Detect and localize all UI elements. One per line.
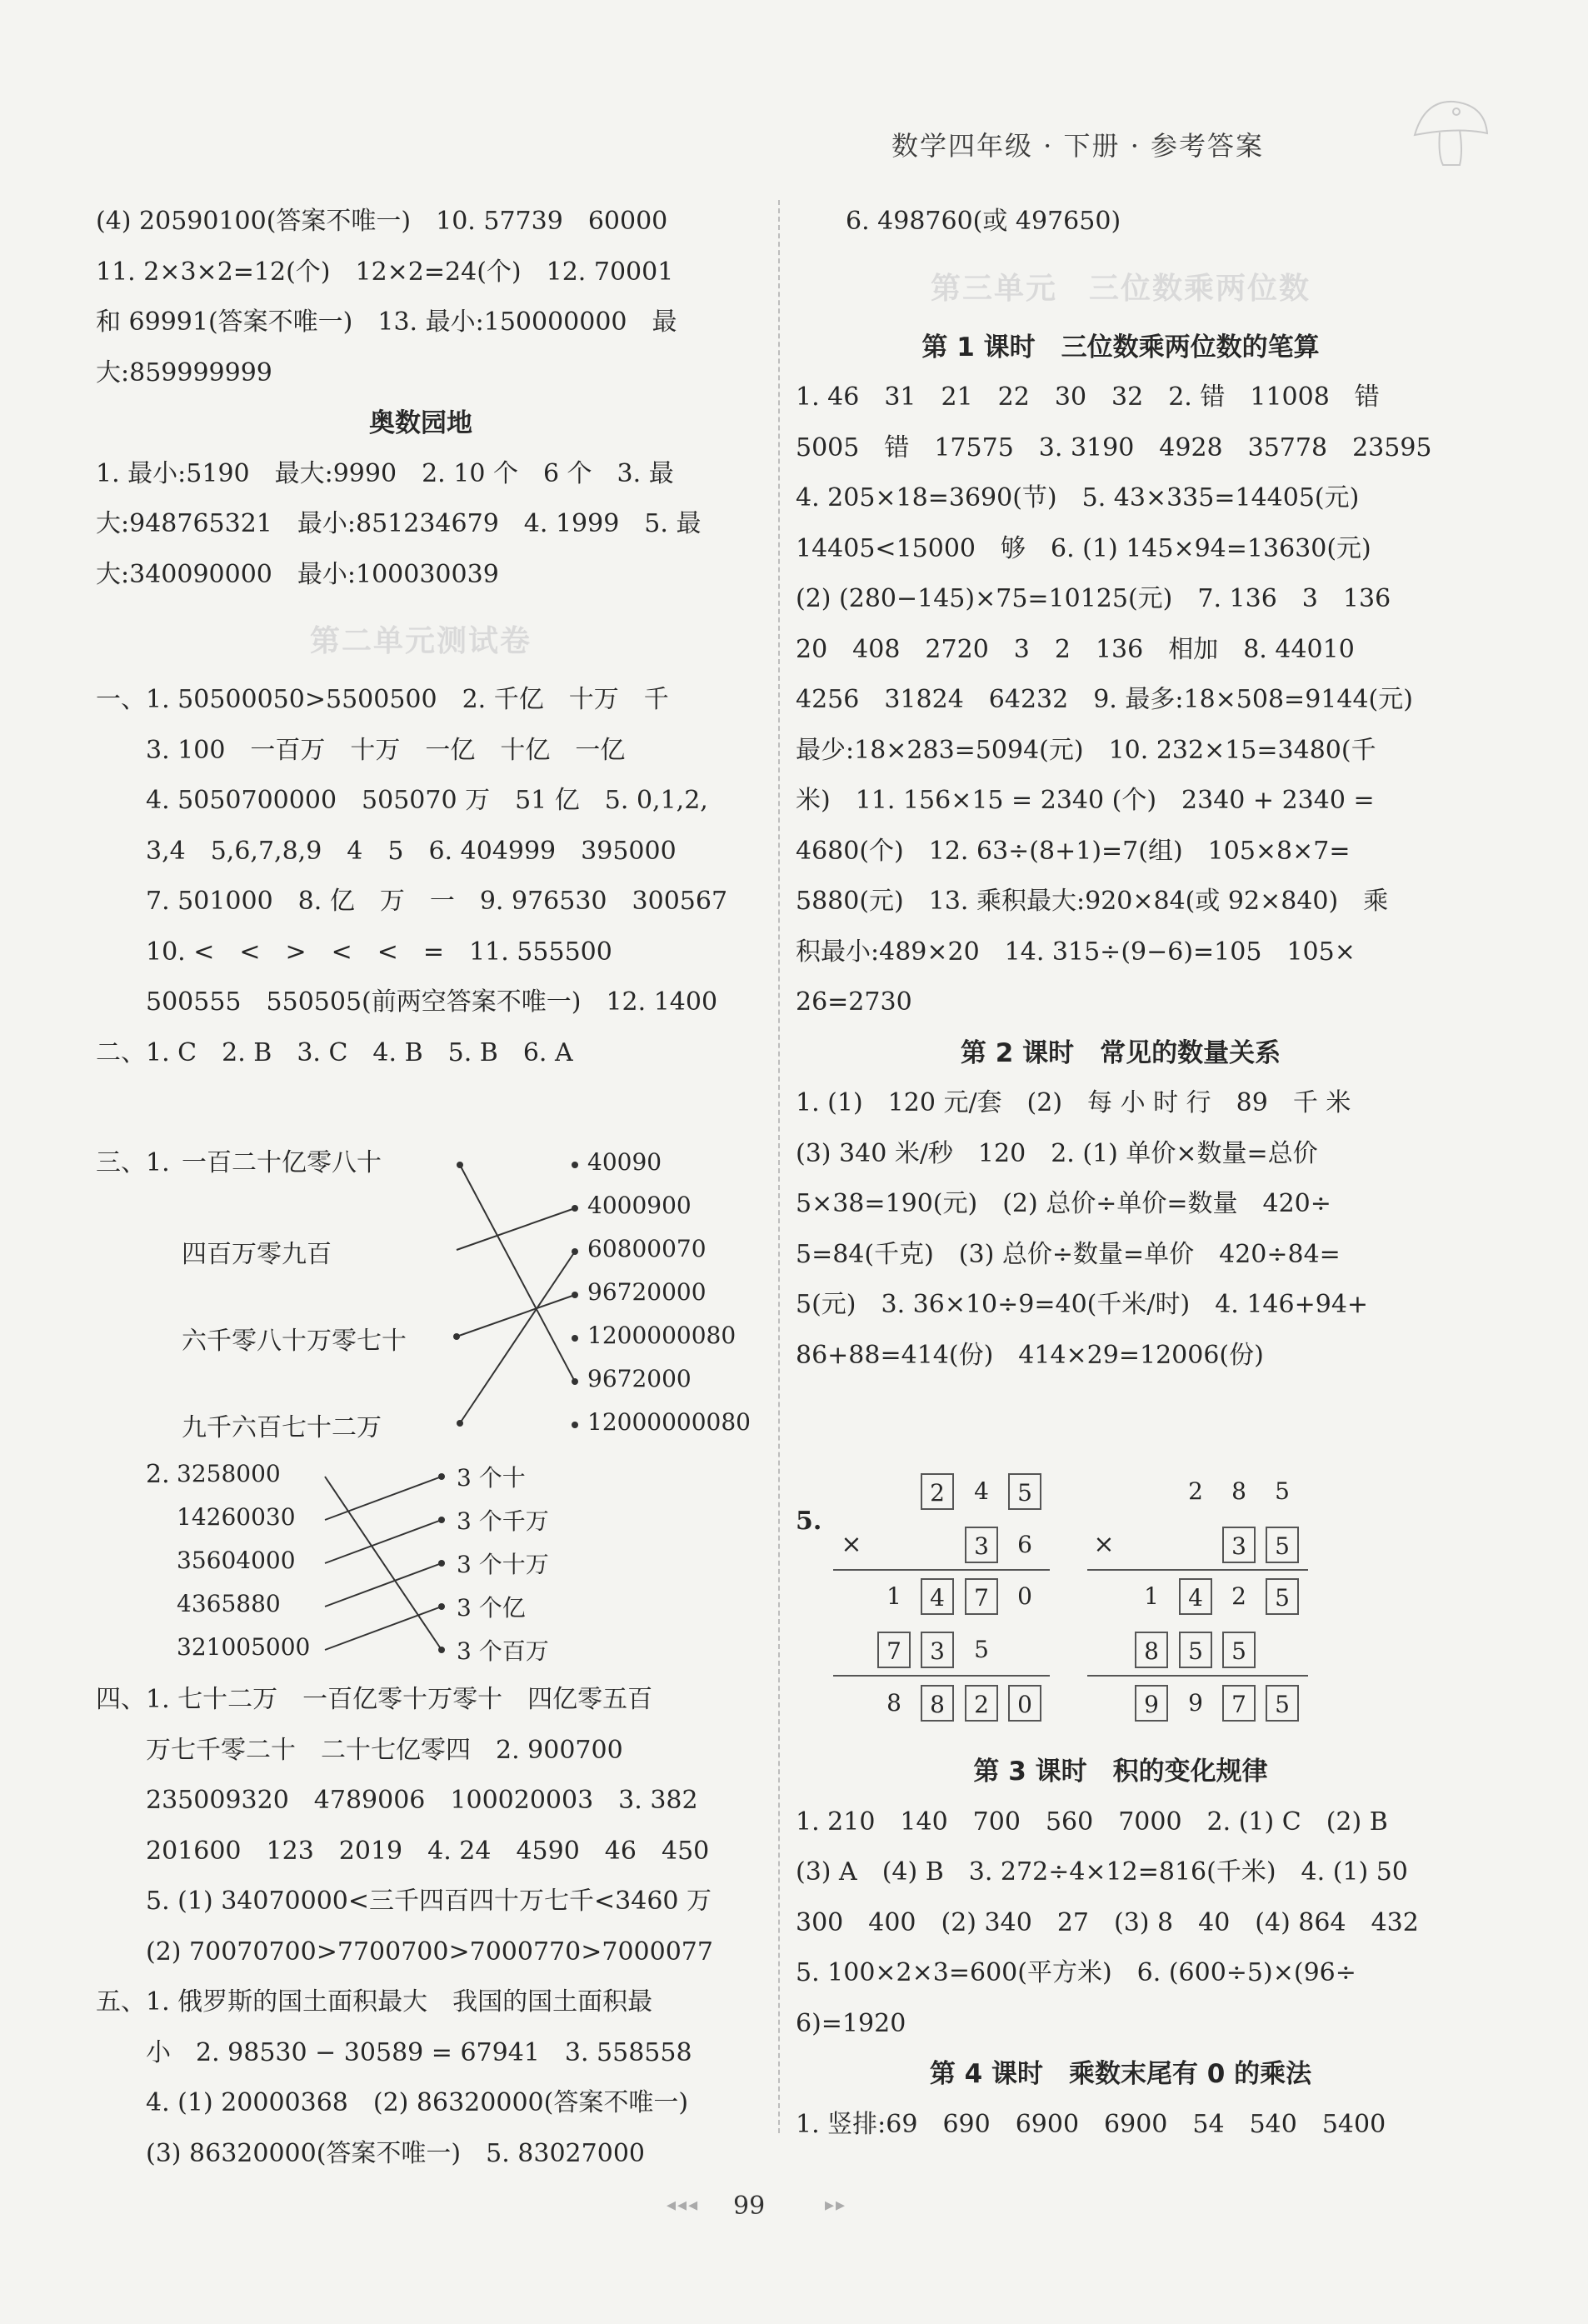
- answer-line: 235009320 4789006 100020003 3. 382: [146, 1786, 698, 1815]
- match-right-item: 3 个千万: [457, 1507, 549, 1535]
- answer-line: 万七千零二十 二十七亿零四 2. 900700: [146, 1735, 623, 1765]
- match-right-item: 3 个亿: [457, 1594, 526, 1622]
- answer-line: 201600 123 2019 4. 24 4590 46 450: [146, 1836, 710, 1866]
- answer-line: 5. 100×2×3=600(平方米) 6. (600÷5)×(96÷: [796, 1958, 1356, 1987]
- calc-digit: 8: [1231, 1477, 1246, 1505]
- prev-page-arrows: ◂◂◂: [667, 2195, 700, 2216]
- calc-digit: 2: [1231, 1582, 1246, 1610]
- answer-line: 四、1. 七十二万 一百亿零十万零十 四亿零五百: [96, 1685, 653, 1714]
- section-label: 三、1.: [96, 1148, 170, 1177]
- match-right-item: 96720000: [587, 1278, 707, 1306]
- answer-line: 4. 5050700000 505070 万 51 亿 5. 0,1,2,: [146, 786, 708, 815]
- calc-rule: [833, 1675, 1050, 1677]
- match-right-item: 3 个十: [457, 1464, 526, 1492]
- answer-line: 3. 100 一百万 十万 一亿 十亿 一亿: [146, 735, 626, 765]
- answer-line: 500555 550505(前两空答案不唯一) 12. 1400: [146, 987, 718, 1017]
- match-right-item: 40090: [587, 1148, 662, 1176]
- answer-line: 7. 501000 8. 亿 万 一 9. 976530 300567: [146, 887, 728, 916]
- match-left-item: 一百二十亿零八十: [182, 1148, 382, 1177]
- next-page-arrows: ▸▸: [825, 2195, 847, 2216]
- answer-line: 14405<15000 够 6. (1) 145×94=13630(元): [796, 533, 1371, 563]
- lesson-title: 第 2 课时 常见的数量关系: [960, 1037, 1281, 1068]
- calc-digit: 9: [1188, 1689, 1203, 1717]
- answer-line: 4256 31824 64232 9. 最多:18×508=9144(元): [796, 685, 1413, 714]
- answer-line: 4. 205×18=3690(节) 5. 43×335=14405(元): [796, 483, 1360, 512]
- column-divider: [778, 200, 780, 2133]
- match-right-item: 1200000080: [587, 1322, 737, 1349]
- answer-line: 1. 46 31 21 22 30 32 2. 错 11008 错: [796, 382, 1380, 412]
- answer-line: 300 400 (2) 340 27 (3) 8 40 (4) 864 432: [796, 1907, 1419, 1937]
- calc-box: 5: [1222, 1632, 1256, 1668]
- answer-line: 3,4 5,6,7,8,9 4 5 6. 404999 395000: [146, 836, 677, 866]
- calc-box: 5: [1266, 1685, 1299, 1722]
- page-header: 数学四年级 · 下册 · 参考答案: [891, 130, 1265, 162]
- answer-line: 最少:18×283=5094(元) 10. 232×15=3480(千: [796, 735, 1376, 765]
- calc-box: 8: [1135, 1632, 1168, 1668]
- answer-line: (2) 70070700>7700700>7000770>7000077: [146, 1937, 713, 1967]
- answer-line: 4. (1) 20000368 (2) 86320000(答案不唯一): [146, 2088, 689, 2117]
- match-right-item: 12000000080: [587, 1408, 751, 1436]
- right-column-bottom: [796, 1747, 1446, 2150]
- calc-box: 3: [965, 1527, 998, 1563]
- calc-box: 5: [1266, 1578, 1299, 1615]
- answer-line: 1. 最小:5190 最大:9990 2. 10 个 6 个 3. 最: [96, 458, 674, 488]
- answer-line: 4680(个) 12. 63÷(8+1)=7(组) 105×8×7=: [796, 836, 1351, 866]
- unit-title: 第三单元 三位数乘两位数: [930, 271, 1311, 306]
- calc-box: 8: [921, 1685, 954, 1722]
- calc-digit: 5: [974, 1636, 989, 1663]
- calc-box: 5: [1179, 1632, 1212, 1668]
- match-left-item: 六千零八十万零七十: [182, 1327, 407, 1356]
- answer-line: 10. < < > < < = 11. 555500: [146, 937, 612, 967]
- calc-digit: 4: [974, 1477, 989, 1505]
- calc-box: 7: [1222, 1685, 1256, 1722]
- match-right-item: 3 个十万: [457, 1551, 549, 1578]
- calc-box: 5: [1008, 1473, 1041, 1510]
- left-column: [96, 197, 746, 1078]
- answer-line: 5. (1) 34070000<三千四百四十万七千<3460 万: [146, 1887, 712, 1916]
- match-left-item: 四百万零九百: [182, 1240, 332, 1269]
- answer-line: 11. 2×3×2=12(个) 12×2=24(个) 12. 70001: [96, 257, 674, 287]
- match-left-item: 九千六百七十二万: [182, 1413, 382, 1442]
- calc-box: 4: [921, 1578, 954, 1615]
- answer-line: 小 2. 98530 − 30589 = 67941 3. 558558: [146, 2037, 692, 2067]
- answer-line: (3) 86320000(答案不唯一) 5. 83027000: [146, 2138, 645, 2168]
- answer-line: 5=84(千克) (3) 总价÷数量=单价 420÷84=: [796, 1239, 1341, 1269]
- times-sign: ×: [841, 1530, 862, 1559]
- answer-line: 20 408 2720 3 2 136 相加 8. 44010: [796, 634, 1355, 664]
- answer-line: 一、1. 50500050>5500500 2. 千亿 十万 千: [96, 685, 669, 714]
- match-left-item: 35604000: [177, 1547, 296, 1574]
- answer-line: (4) 20590100(答案不唯一) 10. 57739 60000: [96, 207, 668, 236]
- answer-line: 二、1. C 2. B 3. C 4. B 5. B 6. A: [96, 1037, 573, 1067]
- calc-rule: [1087, 1675, 1308, 1677]
- calc-box: 0: [1008, 1685, 1041, 1722]
- mushroom-icon: [1408, 93, 1491, 168]
- match-left-item: 321005000: [177, 1633, 311, 1661]
- calc-box: 3: [1222, 1527, 1256, 1563]
- lesson-title: 第 4 课时 乘数末尾有 0 的乘法: [929, 2059, 1312, 2089]
- calc-digit: 1: [886, 1582, 901, 1610]
- answer-line: 大:859999999: [96, 357, 272, 387]
- answer-line: 6. 498760(或 497650): [846, 207, 1121, 236]
- match-right-item: 3 个百万: [457, 1637, 549, 1665]
- calc-digit: 2: [1188, 1477, 1203, 1505]
- lesson-title: 第 1 课时 三位数乘两位数的笔算: [921, 332, 1320, 362]
- match-right-item: 60800070: [587, 1235, 707, 1262]
- question-label: 5.: [796, 1507, 822, 1536]
- unit-test-title: 第二单元测试卷: [309, 624, 532, 658]
- match-left-item: 3258000: [177, 1460, 281, 1487]
- calc-rule: [833, 1569, 1050, 1571]
- answer-line: 1. 210 140 700 560 7000 2. (1) C (2) B: [796, 1807, 1388, 1837]
- section-title: 奥数园地: [369, 408, 472, 438]
- answer-line: 大:340090000 最小:100030039: [96, 559, 499, 589]
- calc-digit: 0: [1017, 1582, 1032, 1610]
- answer-line: 86+88=414(份) 414×29=12006(份): [796, 1340, 1264, 1370]
- calc-rule: [1087, 1569, 1308, 1571]
- calc-box: 5: [1266, 1527, 1299, 1563]
- match-left-item: 4365880: [177, 1590, 281, 1617]
- times-sign: ×: [1093, 1530, 1115, 1559]
- section-label: 2.: [146, 1460, 170, 1489]
- calc-digit: 6: [1017, 1531, 1032, 1558]
- right-column: [796, 197, 1446, 1381]
- calc-box: 7: [965, 1578, 998, 1615]
- answer-line: 积最小:489×20 14. 315÷(9−6)=105 105×: [796, 937, 1356, 967]
- answer-line: 米) 11. 156×15 = 2340 (个) 2340 + 2340 =: [796, 786, 1375, 815]
- answer-line: (3) 340 米/秒 120 2. (1) 单价×数量=总价: [796, 1138, 1318, 1168]
- answer-line: 5880(元) 13. 乘积最大:920×84(或 92×840) 乘: [796, 887, 1389, 916]
- answer-line: 1. (1) 120 元/套 (2) 每 小 时 行 89 千 米: [796, 1088, 1351, 1117]
- answer-line: (2) (280−145)×75=10125(元) 7. 136 3 136: [796, 584, 1391, 613]
- lesson-title: 第 3 课时 积的变化规律: [973, 1757, 1268, 1787]
- answer-line: 5005 错 17575 3. 3190 4928 35778 23595: [796, 432, 1432, 462]
- answer-line: 5(元) 3. 36×10÷9=40(千米/时) 4. 146+94+: [796, 1290, 1369, 1319]
- answer-line: 和 69991(答案不唯一) 13. 最小:150000000 最: [96, 307, 677, 337]
- match-right-item: 9672000: [587, 1365, 692, 1392]
- answer-line: 5×38=190(元) (2) 总价÷单价=数量 420÷: [796, 1189, 1331, 1218]
- calc-digit: 1: [1144, 1582, 1159, 1610]
- answer-line: 26=2730: [796, 987, 912, 1017]
- calc-box: 3: [921, 1632, 954, 1668]
- match-left-item: 14260030: [177, 1503, 296, 1531]
- answer-line: 6)=1920: [796, 2008, 906, 2038]
- calc-box: 2: [921, 1473, 954, 1510]
- calc-box: 2: [965, 1685, 998, 1722]
- answer-line: 五、1. 俄罗斯的国土面积最大 我国的国土面积最: [96, 1987, 653, 2017]
- page-number: 99: [733, 2192, 766, 2221]
- answer-line: 1. 竖排:69 690 6900 6900 54 540 5400: [796, 2109, 1386, 2139]
- left-column-bottom: [96, 1675, 746, 2179]
- match-right-item: 4000900: [587, 1192, 692, 1219]
- calc-box: 9: [1135, 1685, 1168, 1722]
- answer-line: 大:948765321 最小:851234679 4. 1999 5. 最: [96, 509, 702, 538]
- answer-line: (3) A (4) B 3. 272÷4×12=816(千米) 4. (1) 50: [796, 1857, 1408, 1887]
- calc-digit: 8: [886, 1689, 901, 1717]
- calc-box: 4: [1179, 1578, 1212, 1615]
- calc-digit: 5: [1275, 1477, 1290, 1505]
- calc-box: 7: [877, 1632, 911, 1668]
